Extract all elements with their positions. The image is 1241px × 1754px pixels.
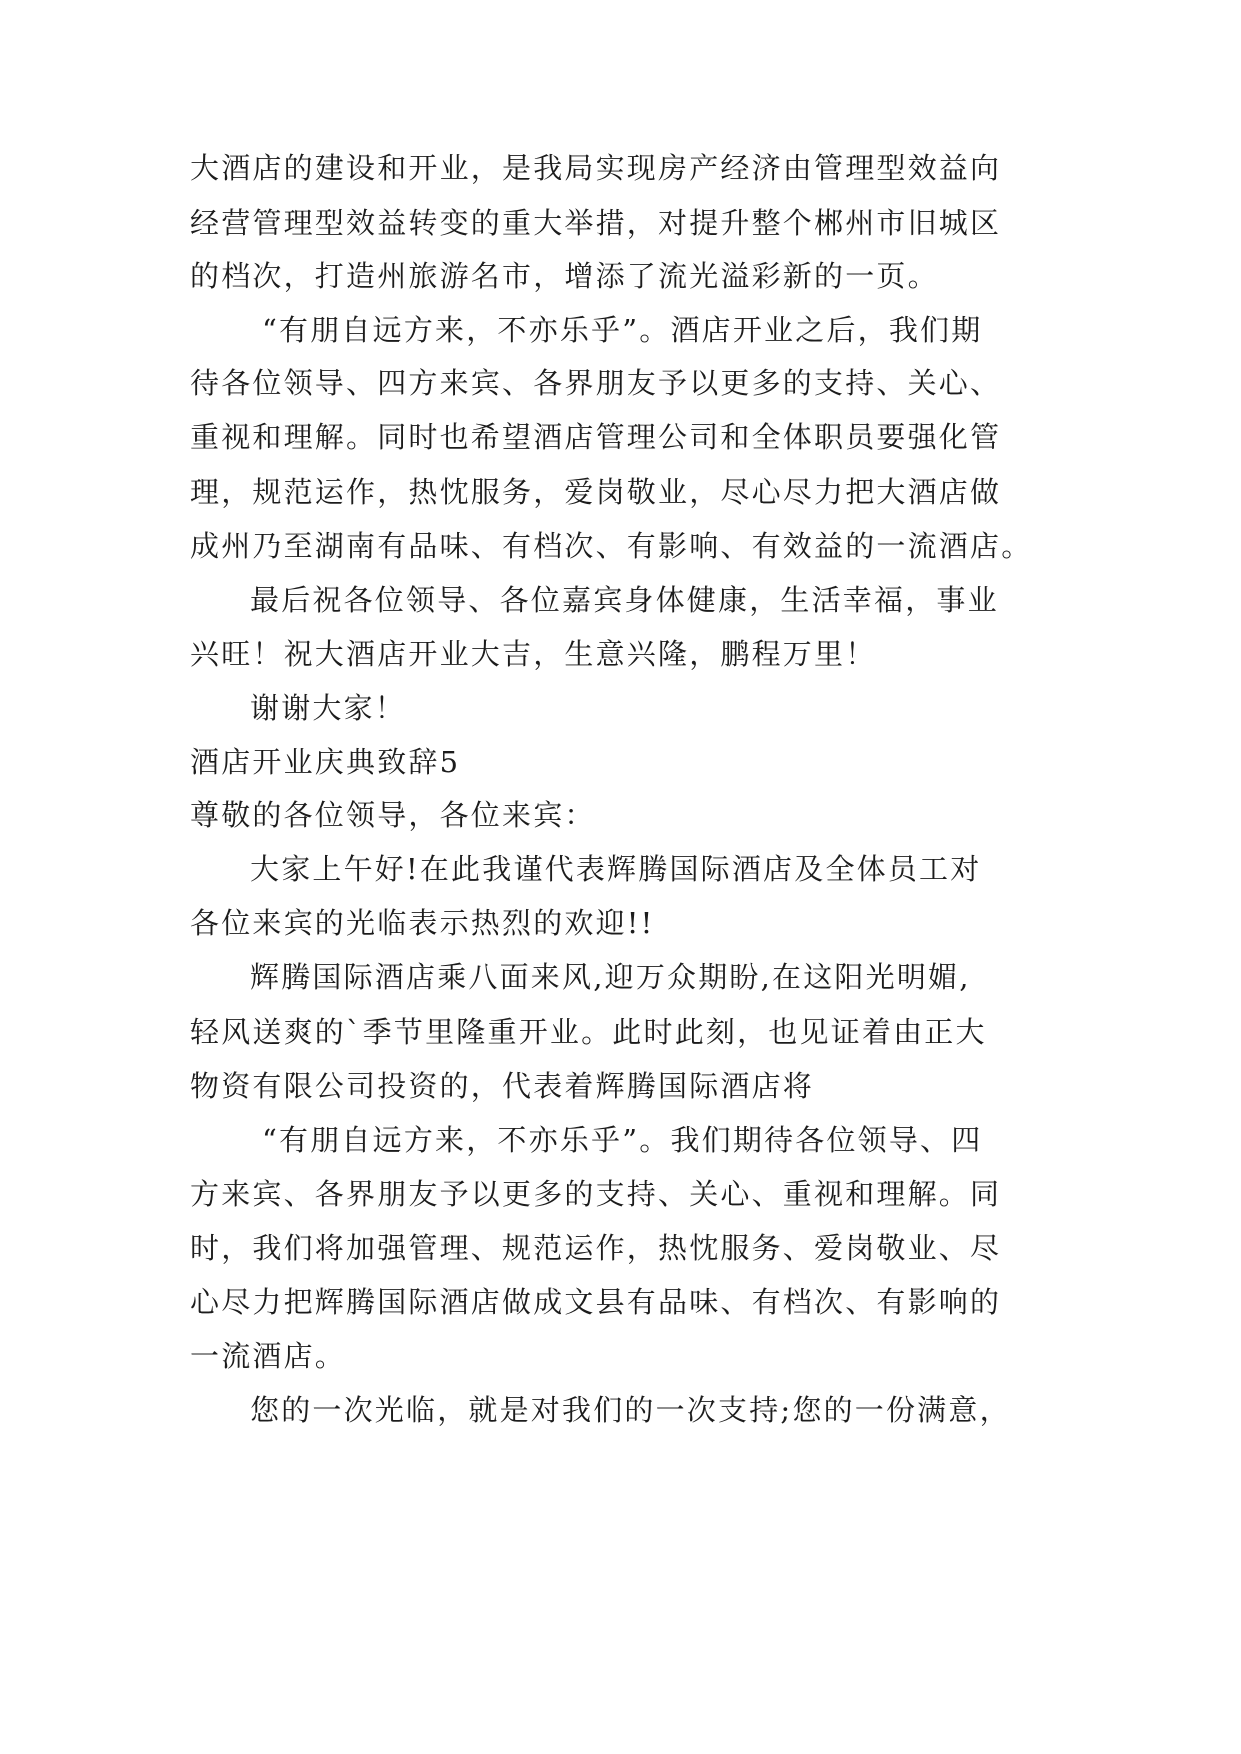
text-line: 心尽力把辉腾国际酒店做成文县有品味、有档次、有影响的 [190, 1285, 1002, 1319]
section-title: 酒店开业庆典致辞5 [190, 745, 461, 779]
text-line: “有朋自远方来，不亦乐乎”。我们期待各位领导、四 [262, 1123, 983, 1157]
text-line: 大家上午好!在此我谨代表辉腾国际酒店及全体员工对 [250, 852, 982, 886]
text-line: 待各位领导、四方来宾、各界朋友予以更多的支持、关心、 [190, 366, 1002, 400]
text-line: 兴旺！祝大酒店开业大吉，生意兴隆，鹏程万里！ [190, 637, 877, 671]
text-line: 各位来宾的光临表示热烈的欢迎!! [190, 906, 655, 940]
text-line: 时，我们将加强管理、规范运作，热忱服务、爱岗敬业、尽 [190, 1231, 1002, 1265]
text-line: 的档次，打造州旅游名市，增添了流光溢彩新的一页。 [190, 259, 939, 293]
text-line: 一流酒店。 [190, 1339, 347, 1373]
text-line: 重视和理解。同时也希望酒店管理公司和全体职员要强化管 [190, 420, 1002, 454]
text-line: 最后祝各位领导、各位嘉宾身体健康，生活幸福，事业 [250, 583, 999, 617]
text-line: 您的一次光临，就是对我们的一次支持;您的一份满意， [250, 1393, 1011, 1427]
salutation: 尊敬的各位领导，各位来宾： [190, 798, 596, 832]
text-line: 理，规范运作，热忱服务，爱岗敬业，尽心尽力把大酒店做 [190, 475, 1002, 509]
text-line: 物资有限公司投资的，代表着辉腾国际酒店将 [190, 1069, 815, 1103]
text-line: 辉腾国际酒店乘八面来风,迎万众期盼,在这阳光明媚, [250, 960, 971, 994]
text-line: 谢谢大家！ [250, 691, 407, 725]
text-line: 经营管理型效益转变的重大举措，对提升整个郴州市旧城区 [190, 206, 1002, 240]
text-line: 成州乃至湖南有品味、有档次、有影响、有效益的一流酒店。 [190, 529, 1033, 563]
text-line: 方来宾、各界朋友予以更多的支持、关心、重视和理解。同 [190, 1177, 1002, 1211]
text-line: 轻风送爽的`季节里隆重开业。此时此刻，也见证着由正大 [190, 1015, 987, 1049]
text-line: “有朋自远方来，不亦乐乎”。酒店开业之后，我们期 [262, 313, 983, 347]
text-line: 大酒店的建设和开业，是我局实现房产经济由管理型效益向 [190, 151, 1002, 185]
